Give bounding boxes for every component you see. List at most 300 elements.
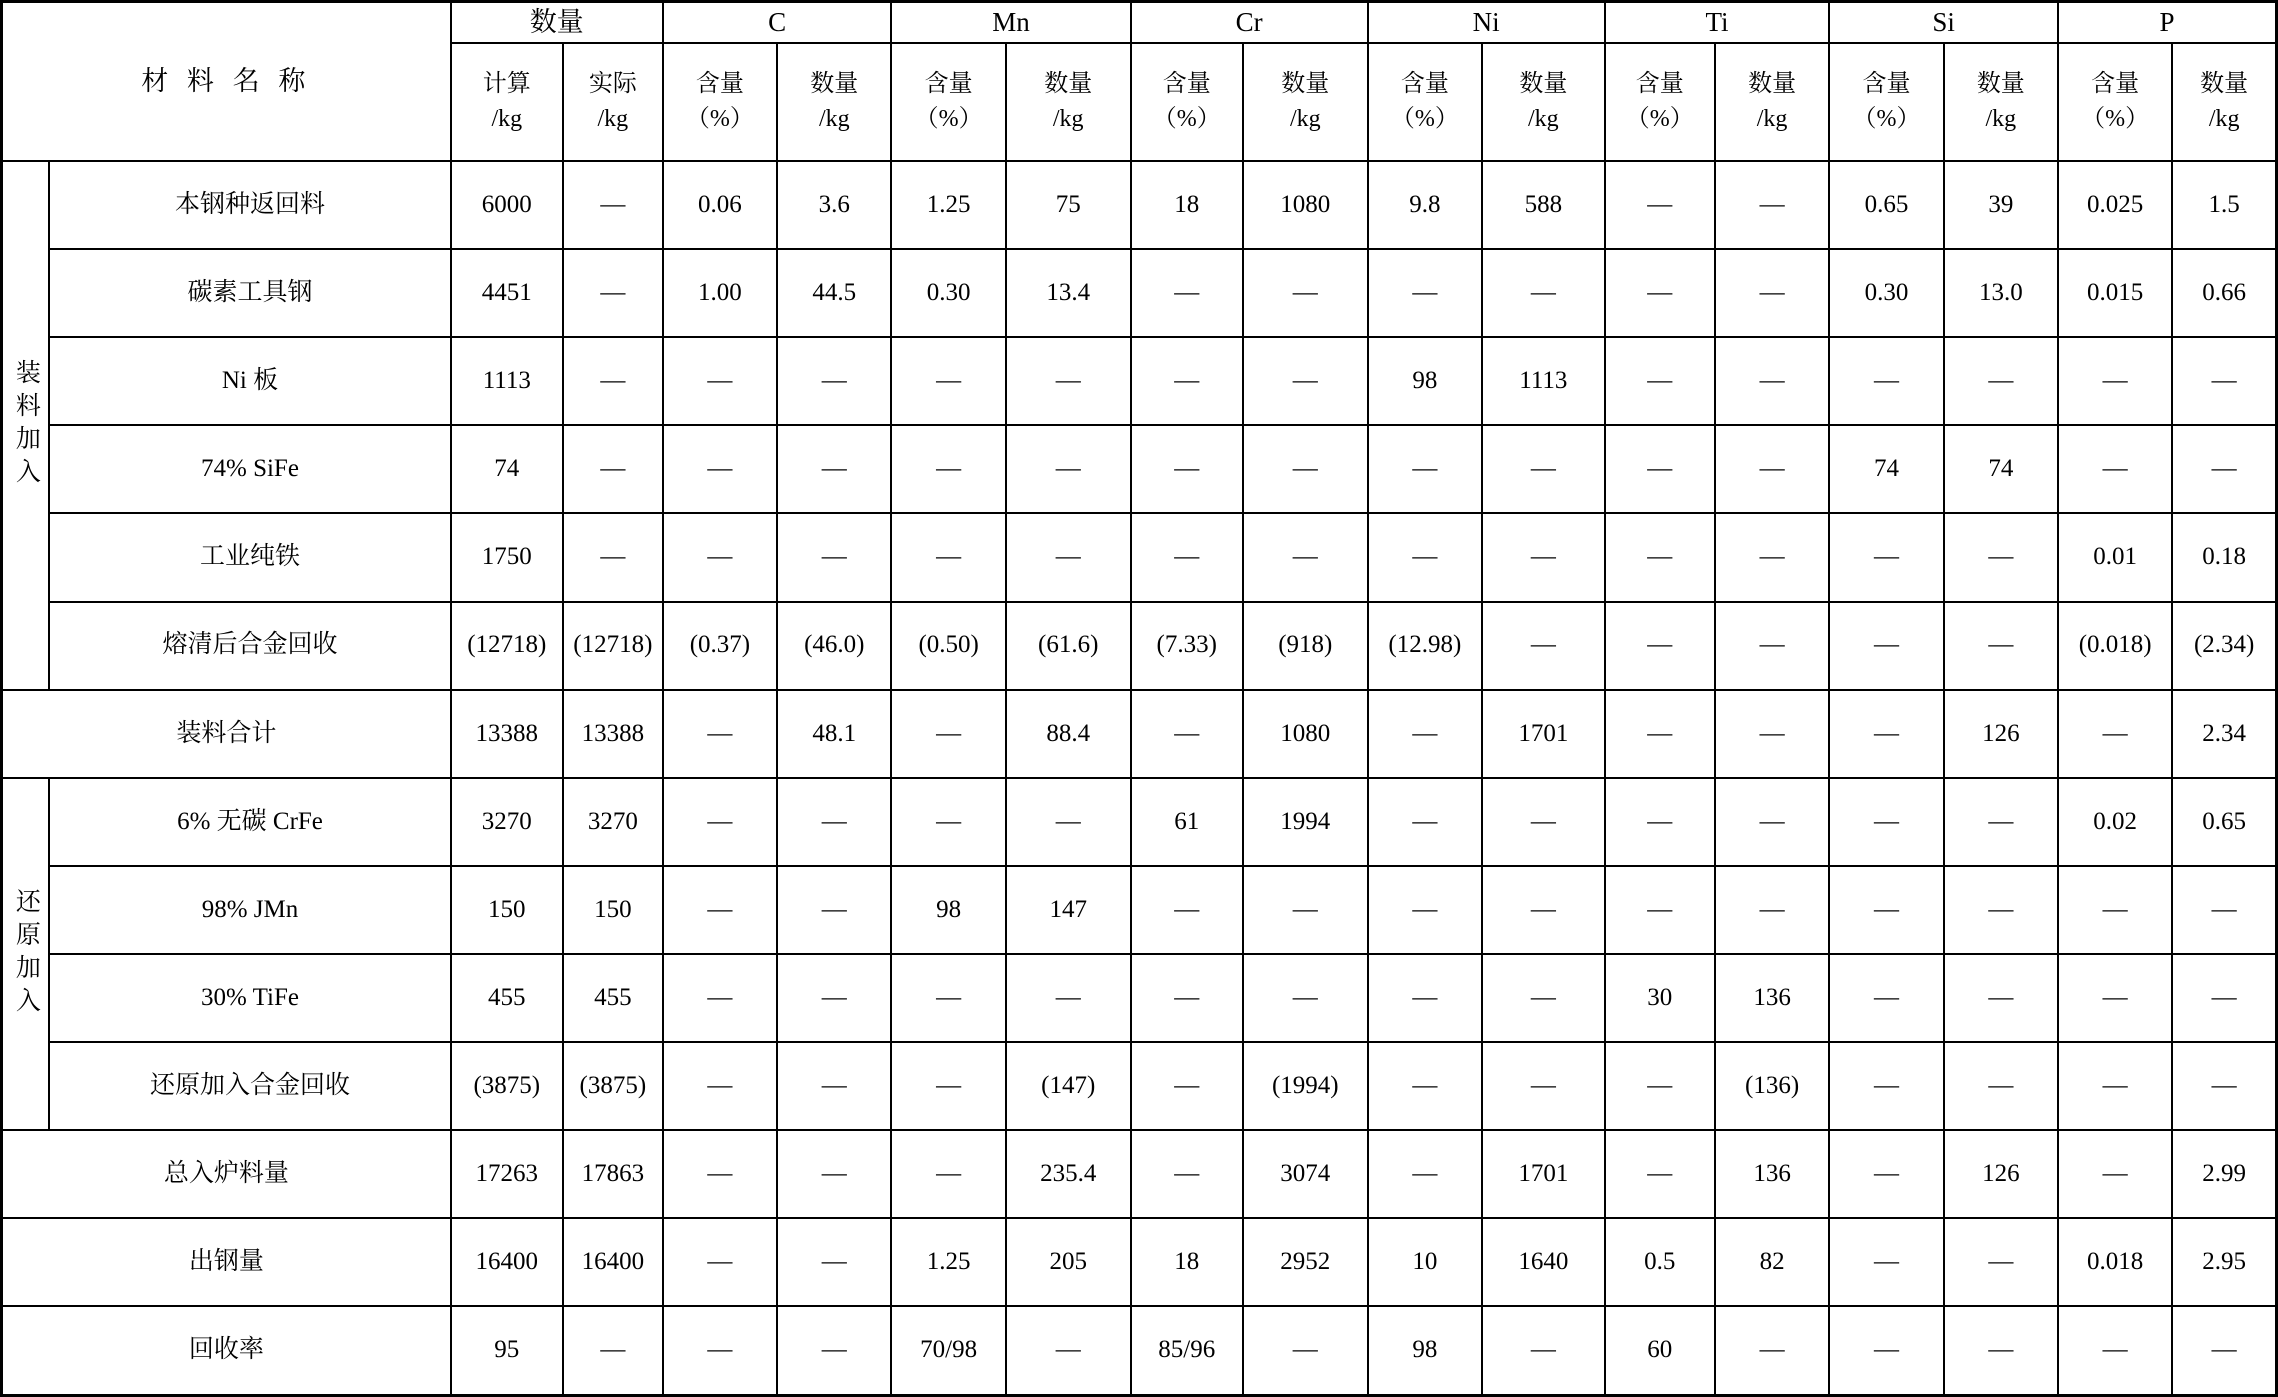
header-sub-line2: （%）	[685, 106, 754, 133]
header-sub-line2: /kg	[2208, 106, 2240, 133]
cell-value: —	[1605, 602, 1715, 690]
cell-value: —	[2172, 866, 2276, 954]
row-label: 熔清后合金回收	[49, 602, 450, 690]
cell-value: —	[1368, 1042, 1482, 1130]
header-sub-ti-content	[1605, 43, 1715, 161]
cell-value: —	[663, 513, 777, 601]
cell-value: —	[563, 513, 663, 601]
cell-value: 0.65	[2172, 778, 2276, 866]
cell-value: 30	[1605, 954, 1715, 1042]
table-row	[2, 778, 2277, 866]
cell-value: —	[777, 1306, 891, 1395]
header-sub-line2: （%）	[1390, 106, 1459, 133]
cell-value: 98	[1368, 1306, 1482, 1395]
cell-value: (46.0)	[777, 602, 891, 690]
cell-value: 16400	[451, 1218, 563, 1306]
cell-value: —	[1368, 778, 1482, 866]
header-sub-line2: /kg	[1756, 106, 1788, 133]
header-sub-line1: 含量	[1862, 71, 1911, 98]
cell-value: 13388	[563, 690, 663, 778]
row-label: 30% TiFe	[49, 954, 450, 1042]
cell-value: —	[1944, 1218, 2058, 1306]
header-sub-line2: （%）	[914, 106, 983, 133]
header-sub-line2: /kg	[1528, 106, 1559, 133]
cell-value: 205	[1006, 1218, 1131, 1306]
cell-value: —	[1605, 337, 1715, 425]
header-group-mn: Mn	[891, 2, 1130, 44]
cell-value: 1.25	[891, 1218, 1005, 1306]
cell-value: —	[2172, 425, 2276, 513]
header-sub-c-amount	[777, 43, 891, 161]
header-sub-cr-content	[1131, 43, 1243, 161]
cell-value: —	[891, 1130, 1005, 1218]
cell-value: —	[777, 1218, 891, 1306]
cell-value: 85/96	[1131, 1306, 1243, 1395]
cell-value: 75	[1006, 161, 1131, 249]
cell-value: —	[1482, 778, 1605, 866]
header-sub-line1: 含量	[1162, 71, 1211, 98]
table-row-subtotal	[2, 690, 2277, 778]
cell-value: 17263	[451, 1130, 563, 1218]
cell-value: —	[1944, 866, 2058, 954]
cell-value: —	[1829, 1306, 1943, 1395]
cell-value: 0.30	[1829, 249, 1943, 337]
cell-value: 2.34	[2172, 690, 2276, 778]
cell-value: —	[663, 954, 777, 1042]
cell-value: —	[1605, 1130, 1715, 1218]
table-row-total	[2, 1130, 2277, 1218]
cell-value: —	[663, 1130, 777, 1218]
table-row	[2, 425, 2277, 513]
cell-value: 60	[1605, 1306, 1715, 1395]
cell-value: —	[1944, 778, 2058, 866]
table-row	[2, 337, 2277, 425]
cell-value: 1080	[1243, 161, 1368, 249]
header-sub-line2: /kg	[491, 106, 523, 133]
cell-value: 2952	[1243, 1218, 1368, 1306]
cell-value: 2.95	[2172, 1218, 2276, 1306]
cell-value: —	[1243, 866, 1368, 954]
header-sub-line1: 含量	[2091, 71, 2140, 98]
row-label: 装料合计	[2, 690, 451, 778]
cell-value: 39	[1944, 161, 2058, 249]
header-sub-line2: /kg	[1985, 106, 2017, 133]
cell-value: —	[1715, 866, 1829, 954]
cell-value: 455	[563, 954, 663, 1042]
cell-value: —	[563, 161, 663, 249]
row-label: 6% 无碳 CrFe	[49, 778, 450, 866]
cell-value: —	[1006, 954, 1131, 1042]
cell-value: 17863	[563, 1130, 663, 1218]
cell-value: —	[777, 866, 891, 954]
cell-value: —	[1131, 690, 1243, 778]
section-label-reduction	[2, 778, 50, 1130]
cell-value: (12718)	[451, 602, 563, 690]
row-label: 总入炉料量	[2, 1130, 451, 1218]
cell-value: 0.30	[891, 249, 1005, 337]
cell-value: (61.6)	[1006, 602, 1131, 690]
cell-value: —	[1368, 954, 1482, 1042]
cell-value: —	[1715, 1306, 1829, 1395]
cell-value: —	[2058, 866, 2172, 954]
cell-value: —	[1829, 1218, 1943, 1306]
cell-value: 588	[1482, 161, 1605, 249]
section-label-text: 装料加入	[12, 359, 40, 492]
row-label: 本钢种返回料	[49, 161, 450, 249]
cell-value: —	[1829, 337, 1943, 425]
cell-value: 9.8	[1368, 161, 1482, 249]
header-sub-ni-amount	[1482, 43, 1605, 161]
cell-value: —	[891, 1042, 1005, 1130]
header-sub-line2: /kg	[597, 106, 629, 133]
cell-value: 0.02	[2058, 778, 2172, 866]
cell-value: 1.25	[891, 161, 1005, 249]
corner-material-name: 材 料 名 称	[2, 2, 451, 162]
cell-value: —	[2172, 1306, 2276, 1395]
header-sub-line1: 数量	[1748, 71, 1797, 98]
cell-value: (0.37)	[663, 602, 777, 690]
cell-value: —	[777, 513, 891, 601]
cell-value: —	[1131, 954, 1243, 1042]
cell-value: —	[563, 1306, 663, 1395]
cell-value: —	[1368, 513, 1482, 601]
cell-value: —	[1944, 954, 2058, 1042]
cell-value: —	[2172, 337, 2276, 425]
cell-value: —	[1006, 425, 1131, 513]
cell-value: (12718)	[563, 602, 663, 690]
cell-value: —	[663, 778, 777, 866]
cell-value: —	[1368, 249, 1482, 337]
cell-value: —	[777, 954, 891, 1042]
cell-value: 98	[891, 866, 1005, 954]
cell-value: 1.5	[2172, 161, 2276, 249]
cell-value: —	[777, 337, 891, 425]
table-row-total	[2, 1218, 2277, 1306]
cell-value: —	[891, 954, 1005, 1042]
header-sub-ni-content	[1368, 43, 1482, 161]
header-group-cr: Cr	[1131, 2, 1368, 44]
cell-value: —	[891, 337, 1005, 425]
row-label: 出钢量	[2, 1218, 451, 1306]
cell-value: 1701	[1482, 1130, 1605, 1218]
cell-value: (136)	[1715, 1042, 1829, 1130]
cell-value: (3875)	[563, 1042, 663, 1130]
header-sub-ti-amount	[1715, 43, 1829, 161]
cell-value: 6000	[451, 161, 563, 249]
cell-value: 44.5	[777, 249, 891, 337]
header-group-ti: Ti	[1605, 2, 1830, 44]
row-label: 98% JMn	[49, 866, 450, 954]
cell-value: 0.01	[2058, 513, 2172, 601]
header-sub-line1: 数量	[1976, 71, 2025, 98]
cell-value: —	[1131, 425, 1243, 513]
cell-value: —	[563, 425, 663, 513]
header-sub-line1: 含量	[1400, 71, 1449, 98]
cell-value: —	[1243, 425, 1368, 513]
table-row-total	[2, 1306, 2277, 1395]
cell-value: —	[1243, 513, 1368, 601]
header-sub-line1: 含量	[695, 71, 744, 98]
header-sub-line2: （%）	[1625, 106, 1694, 133]
cell-value: 0.5	[1605, 1218, 1715, 1306]
cell-value: 150	[563, 866, 663, 954]
cell-value: —	[1715, 337, 1829, 425]
cell-value: 74	[451, 425, 563, 513]
cell-value: —	[663, 1042, 777, 1130]
cell-value: 74	[1829, 425, 1943, 513]
header-sub-mn-amount	[1006, 43, 1131, 161]
table-row	[2, 602, 2277, 690]
cell-value: 0.015	[2058, 249, 2172, 337]
cell-value: 98	[1368, 337, 1482, 425]
cell-value: —	[777, 1130, 891, 1218]
cell-value: 0.18	[2172, 513, 2276, 601]
cell-value: —	[891, 778, 1005, 866]
cell-value: —	[2058, 425, 2172, 513]
cell-value: —	[2058, 1042, 2172, 1130]
cell-value: —	[1131, 1130, 1243, 1218]
cell-value: —	[1482, 249, 1605, 337]
cell-value: (12.98)	[1368, 602, 1482, 690]
cell-value: —	[1944, 513, 2058, 601]
cell-value: 95	[451, 1306, 563, 1395]
cell-value: —	[1482, 866, 1605, 954]
cell-value: (7.33)	[1131, 602, 1243, 690]
header-sub-line1: 数量	[1281, 71, 1330, 98]
cell-value: 3270	[563, 778, 663, 866]
cell-value: —	[2172, 1042, 2276, 1130]
cell-value: —	[1243, 954, 1368, 1042]
cell-value: —	[1605, 778, 1715, 866]
cell-value: —	[1715, 690, 1829, 778]
header-sub-line1: 实际	[588, 71, 637, 98]
row-label: Ni 板	[49, 337, 450, 425]
cell-value: 1113	[1482, 337, 1605, 425]
cell-value: —	[891, 690, 1005, 778]
cell-value: (0.018)	[2058, 602, 2172, 690]
header-sub-line1: 数量	[810, 71, 859, 98]
cell-value: —	[1715, 425, 1829, 513]
cell-value: 70/98	[891, 1306, 1005, 1395]
cell-value: —	[1482, 954, 1605, 1042]
cell-value: 147	[1006, 866, 1131, 954]
cell-value: —	[1243, 1306, 1368, 1395]
cell-value: —	[1829, 866, 1943, 954]
header-group-si: Si	[1829, 2, 2058, 44]
cell-value: —	[891, 425, 1005, 513]
header-sub-c-content	[663, 43, 777, 161]
table-body	[2, 161, 2277, 1395]
cell-value: —	[1605, 513, 1715, 601]
cell-value: (3875)	[451, 1042, 563, 1130]
row-label: 碳素工具钢	[49, 249, 450, 337]
header-sub-line1: 数量	[1044, 71, 1093, 98]
cell-value: —	[1131, 249, 1243, 337]
cell-value: 13.0	[1944, 249, 2058, 337]
cell-value: —	[1605, 866, 1715, 954]
cell-value: 455	[451, 954, 563, 1042]
cell-value: —	[1482, 1306, 1605, 1395]
header-sub-mn-content	[891, 43, 1005, 161]
cell-value: 1.00	[663, 249, 777, 337]
cell-value: 0.025	[2058, 161, 2172, 249]
header-sub-amount-calc	[451, 43, 563, 161]
cell-value: —	[2058, 337, 2172, 425]
cell-value: —	[777, 1042, 891, 1130]
cell-value: —	[2058, 1306, 2172, 1395]
cell-value: —	[1006, 337, 1131, 425]
cell-value: 1701	[1482, 690, 1605, 778]
cell-value: —	[1829, 1042, 1943, 1130]
table-header	[2, 2, 2277, 162]
cell-value: —	[1605, 1042, 1715, 1130]
cell-value: (0.50)	[891, 602, 1005, 690]
table-row	[2, 249, 2277, 337]
cell-value: —	[663, 866, 777, 954]
cell-value: 13.4	[1006, 249, 1131, 337]
cell-value: 1080	[1243, 690, 1368, 778]
cell-value: (1994)	[1243, 1042, 1368, 1130]
cell-value: —	[1944, 602, 2058, 690]
cell-value: 3074	[1243, 1130, 1368, 1218]
cell-value: —	[1829, 778, 1943, 866]
cell-value: —	[1482, 1042, 1605, 1130]
cell-value: —	[1605, 425, 1715, 513]
header-sub-line2: （%）	[1152, 106, 1221, 133]
cell-value: 10	[1368, 1218, 1482, 1306]
cell-value: —	[663, 337, 777, 425]
cell-value: 82	[1715, 1218, 1829, 1306]
header-sub-line1: 含量	[1635, 71, 1684, 98]
cell-value: —	[1605, 249, 1715, 337]
cell-value: —	[663, 1306, 777, 1395]
cell-value: 0.66	[2172, 249, 2276, 337]
row-label: 还原加入合金回收	[49, 1042, 450, 1130]
cell-value: 0.65	[1829, 161, 1943, 249]
cell-value: —	[1243, 337, 1368, 425]
row-label: 工业纯铁	[49, 513, 450, 601]
cell-value: 18	[1131, 161, 1243, 249]
cell-value: 1750	[451, 513, 563, 601]
header-sub-line2: /kg	[1052, 106, 1084, 133]
cell-value: 235.4	[1006, 1130, 1131, 1218]
table-row	[2, 161, 2277, 249]
cell-value: 4451	[451, 249, 563, 337]
cell-value: 18	[1131, 1218, 1243, 1306]
cell-value: (147)	[1006, 1042, 1131, 1130]
cell-value: —	[1829, 954, 1943, 1042]
header-sub-p-amount	[2172, 43, 2276, 161]
cell-value: —	[563, 337, 663, 425]
row-label: 回收率	[2, 1306, 451, 1395]
cell-value: —	[1829, 513, 1943, 601]
header-sub-si-content	[1829, 43, 1943, 161]
cell-value: —	[1243, 249, 1368, 337]
header-sub-amount-actual	[563, 43, 663, 161]
cell-value: —	[1368, 1130, 1482, 1218]
cell-value: —	[2058, 954, 2172, 1042]
table-row	[2, 1042, 2277, 1130]
cell-value: —	[1715, 778, 1829, 866]
cell-value: 1113	[451, 337, 563, 425]
cell-value: —	[1131, 1042, 1243, 1130]
cell-value: —	[2058, 1130, 2172, 1218]
cell-value: 48.1	[777, 690, 891, 778]
cell-value: —	[1715, 161, 1829, 249]
cell-value: —	[1482, 513, 1605, 601]
table-row	[2, 513, 2277, 601]
header-sub-line1: 数量	[1519, 71, 1568, 98]
header-sub-line2: （%）	[2081, 106, 2150, 133]
cell-value: —	[663, 1218, 777, 1306]
cell-value: —	[2172, 954, 2276, 1042]
section-label-text: 还原加入	[12, 887, 40, 1020]
header-group-p: P	[2058, 2, 2277, 44]
cell-value: —	[891, 513, 1005, 601]
cell-value: —	[1829, 602, 1943, 690]
header-sub-line1: 数量	[2200, 71, 2249, 98]
table-row	[2, 866, 2277, 954]
cell-value: —	[1605, 690, 1715, 778]
cell-value: 150	[451, 866, 563, 954]
cell-value: —	[1715, 513, 1829, 601]
cell-value: 1994	[1243, 778, 1368, 866]
cell-value: —	[1368, 425, 1482, 513]
cell-value: —	[1006, 1306, 1131, 1395]
cell-value: 13388	[451, 690, 563, 778]
cell-value: —	[1829, 690, 1943, 778]
cell-value: —	[1368, 866, 1482, 954]
header-sub-line2: （%）	[1852, 106, 1921, 133]
cell-value: 136	[1715, 1130, 1829, 1218]
cell-value: —	[1944, 337, 2058, 425]
cell-value: —	[563, 249, 663, 337]
cell-value: —	[1605, 161, 1715, 249]
cell-value: —	[1006, 778, 1131, 866]
cell-value: —	[663, 690, 777, 778]
cell-value: 88.4	[1006, 690, 1131, 778]
cell-value: 136	[1715, 954, 1829, 1042]
cell-value: 3.6	[777, 161, 891, 249]
cell-value: 61	[1131, 778, 1243, 866]
cell-value: —	[1482, 425, 1605, 513]
cell-value: (2.34)	[2172, 602, 2276, 690]
cell-value: —	[777, 778, 891, 866]
cell-value: —	[1006, 513, 1131, 601]
section-label-charge	[2, 161, 50, 689]
header-group-amount: 数量	[451, 2, 663, 44]
header-group-row	[2, 2, 2277, 44]
cell-value: —	[663, 425, 777, 513]
cell-value: 126	[1944, 690, 2058, 778]
cell-value: —	[1944, 1306, 2058, 1395]
cell-value: —	[1368, 690, 1482, 778]
cell-value: —	[1715, 602, 1829, 690]
cell-value: 126	[1944, 1130, 2058, 1218]
cell-value: —	[1482, 602, 1605, 690]
header-sub-p-content	[2058, 43, 2172, 161]
header-sub-line1: 含量	[924, 71, 973, 98]
cell-value: 16400	[563, 1218, 663, 1306]
header-group-ni: Ni	[1368, 2, 1605, 44]
cell-value: 0.018	[2058, 1218, 2172, 1306]
table-row	[2, 954, 2277, 1042]
header-sub-line1: 计算	[482, 71, 531, 98]
cell-value: 0.06	[663, 161, 777, 249]
header-sub-si-amount	[1944, 43, 2058, 161]
header-sub-line2: /kg	[818, 106, 850, 133]
cell-value: —	[1944, 1042, 2058, 1130]
